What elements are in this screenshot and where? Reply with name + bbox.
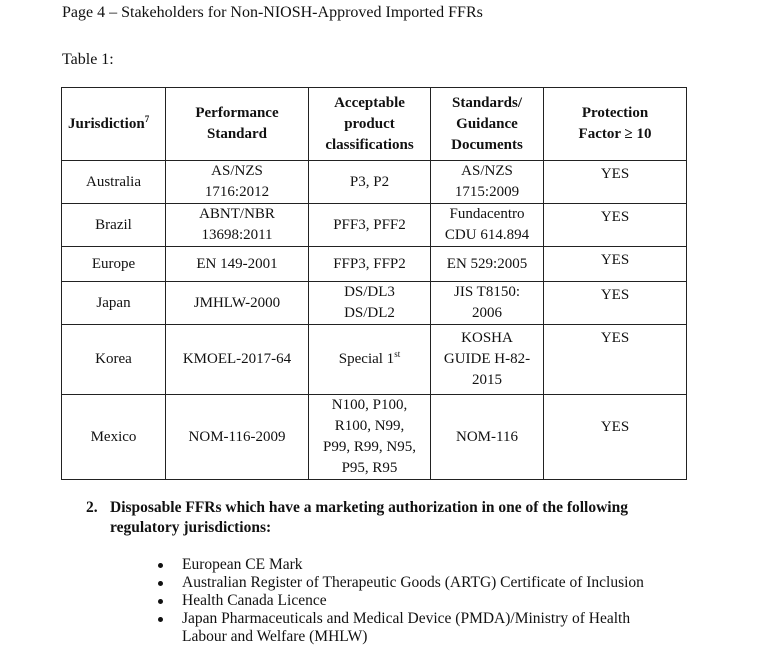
cell-line: DS/DL3: [344, 284, 395, 300]
header-standards: [431, 88, 544, 161]
list-item-text: Australian Register of Therapeutic Goods (ARTG) Certificate of Inclusion: [182, 574, 644, 591]
table-label: Table 1:: [62, 51, 114, 68]
cell-line: PFF3, PFF2: [333, 216, 406, 233]
section-text: Disposable FFRs which have a marketing authorization in one of the following regulatory jurisdictions:: [110, 499, 628, 536]
cell-jurisdiction: Brazil: [62, 204, 166, 247]
cell-protection: YES: [544, 247, 687, 282]
header-text: Acceptable: [334, 94, 405, 111]
cell-performance: [166, 247, 309, 282]
cell-protection: YES: [544, 325, 687, 395]
cell-standards: [431, 395, 544, 480]
list-item-text: Japan Pharmaceuticals and Medical Device (PMDA)/Ministry of Health Labour and Welfare (MHLW): [182, 610, 631, 645]
cell-line: 13698:2011: [201, 227, 273, 243]
cell-protection: YES: [544, 161, 687, 204]
table-row: [62, 204, 687, 247]
cell-line: 1715:2009: [454, 184, 520, 200]
cell-protection: YES: [544, 282, 687, 325]
table-row: [62, 282, 687, 325]
cell-classifications: [309, 325, 431, 395]
cell-standards: [431, 325, 544, 395]
cell-line: P3, P2: [349, 173, 390, 190]
table-row: [62, 161, 687, 204]
ffr-table: [61, 87, 687, 480]
cell-line: R100, N99,: [334, 418, 405, 434]
cell-performance: [166, 161, 309, 204]
footnote-marker: 7: [144, 113, 150, 124]
section-2: [86, 498, 680, 538]
cell-classifications: [309, 161, 431, 204]
cell-line: KMOEL-2017-64: [182, 351, 292, 367]
cell-protection: YES: [544, 204, 687, 247]
cell-performance: [166, 204, 309, 247]
cell-line: N100, P100,: [331, 397, 408, 413]
header-text: Performance: [195, 105, 279, 121]
header-text: Factor ≥ 10: [578, 126, 652, 142]
cell-jurisdiction: Japan: [62, 282, 166, 325]
list-item: [158, 556, 672, 574]
header-text: Standards/: [451, 94, 523, 111]
cell-line: NOM-116: [456, 428, 518, 445]
authorization-list: [158, 556, 672, 646]
cell-standards: [431, 161, 544, 204]
cell-classifications: [309, 395, 431, 480]
cell-classifications: [309, 204, 431, 247]
cell-performance: [166, 395, 309, 480]
table-row: [62, 395, 687, 480]
cell-line: 2006: [472, 305, 502, 321]
header-jurisdiction-text: Jurisdiction: [68, 115, 145, 132]
cell-line: EN 529:2005: [446, 255, 528, 272]
cell-line: AS/NZS: [211, 163, 263, 179]
cell-line: AS/NZS: [461, 163, 513, 179]
bullet-icon: [158, 563, 163, 568]
cell-line: Special 1: [338, 351, 395, 367]
list-item-text: Health Canada Licence: [182, 592, 327, 609]
table-row: [62, 247, 687, 282]
list-item: [158, 574, 672, 592]
header-text: Documents: [451, 136, 523, 153]
cell-standards: [431, 204, 544, 247]
list-item: [158, 592, 672, 610]
cell-line: JMHLW-2000: [193, 294, 281, 311]
page-header: Page 4 – Stakeholders for Non-NIOSH-Approved Imported FFRs: [62, 4, 483, 21]
cell-classifications: [309, 282, 431, 325]
cell-standards: [431, 247, 544, 282]
cell-line: GUIDE H-82-: [443, 351, 531, 367]
cell-line: JIS T8150:: [454, 284, 520, 300]
bullet-icon: [158, 617, 163, 622]
cell-line: Fundacentro: [449, 206, 525, 222]
header-text: product: [344, 115, 395, 132]
list-item-text: European CE Mark: [182, 556, 303, 573]
cell-line: ABNT/NBR: [199, 206, 275, 222]
header-text: classifications: [325, 136, 414, 153]
list-item: [158, 610, 672, 646]
cell-line: EN 149-2001: [196, 255, 278, 272]
cell-classifications: [309, 247, 431, 282]
header-performance-standard: [166, 88, 309, 161]
superscript: st: [394, 349, 401, 359]
cell-jurisdiction: Australia: [62, 161, 166, 204]
header-text: Guidance: [456, 115, 518, 132]
cell-line: 2015: [472, 372, 502, 388]
cell-jurisdiction: Mexico: [62, 395, 166, 480]
cell-line: P95, R95: [341, 460, 398, 476]
cell-jurisdiction: Korea: [62, 325, 166, 395]
table-row: [62, 325, 687, 395]
header-jurisdiction: [62, 88, 166, 161]
cell-performance: [166, 325, 309, 395]
cell-line: DS/DL2: [344, 305, 395, 321]
cell-line: P99, R99, N95,: [323, 439, 416, 455]
cell-protection: YES: [544, 395, 687, 480]
cell-line: CDU 614.894: [444, 227, 530, 243]
cell-jurisdiction: Europe: [62, 247, 166, 282]
cell-performance: [166, 282, 309, 325]
cell-standards: [431, 282, 544, 325]
cell-line: 1716:2012: [204, 184, 270, 200]
header-classifications: [309, 88, 431, 161]
cell-line: KOSHA: [461, 330, 513, 346]
bullet-icon: [158, 599, 163, 604]
header-protection-factor: [544, 88, 687, 161]
table-header-row: [62, 88, 687, 161]
bullet-icon: [158, 581, 163, 586]
header-text: Protection: [581, 105, 649, 121]
cell-line: FFP3, FFP2: [333, 255, 406, 272]
header-text: Standard: [206, 126, 268, 142]
cell-line: NOM-116-2009: [188, 428, 286, 445]
section-number: 2.: [86, 499, 98, 516]
